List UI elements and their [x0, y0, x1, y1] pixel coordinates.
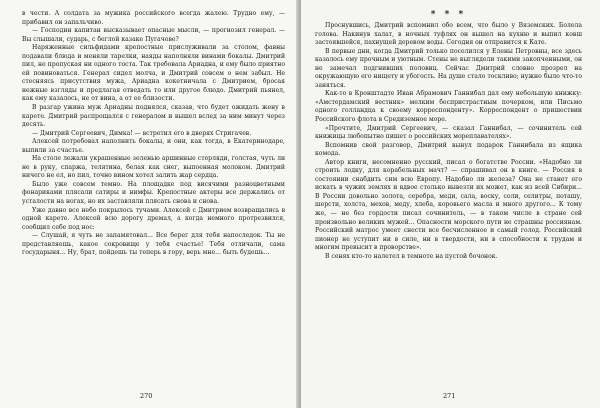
- paragraph: Проснувшись, Дмитрий вспомнил обо всем, что было у Вяземских. Болела голова. Накинув халат, в ночных туфлях он вышел на кухню и выпил ковш застоявшейся, пахнущей деревом воды. Сегодня он отправится к Кате.: [315, 22, 582, 47]
- paragraph: На столе лежали украшенные зеленью аршинные стерляди, голстая, чуть ли не в руку, спаржа, телятина, белая как снег, выпоенная молоком. Дмитрий ничего не ел, но пил, точно вином хотел залить жар сердца.: [22, 155, 285, 180]
- paragraph: Вспомнив свой разговор, Дмитрий вынул подарок Ганнибала из ящика комода.: [315, 141, 582, 158]
- paragraph: В сенях кто-то налетел в темноте на пустой бочонок.: [325, 252, 498, 260]
- paragraph: Уже давно все небо покрылось тучами. Алексей с Дмитрием возвращались в одной карете. Алексей всю дорогу дремал, а когда немного протрезвился, сообщил себе под нос:: [22, 206, 285, 231]
- paragraph: Автор книги, несомненно русский, писал о богатстве России. «Надобно ли строить лодку, для корабельных мачт? — спрашивал он в книге. — Россия в состоянии снабдить сим всю Европу. Надобно ли железа? Она не станет его искать в чужих землях и вдвое столько вывезти их может, как из всей Сибири... В России довольно золота, серебра, меди, сала, воску, соли, селитры, поташу, шерсти, холста, мехов, меду, хлеба, коровьего масла и много другого... К тому же, — не без гордости писал сочинитель, — в таком числе в стране сей произвольно великих мужей... Опасности морского пути не страшны россиянам. Российский матрос умеет снести все бесчисленное и самый голод. Российский пионер не уступит ни в силе, ни в твердости, ни в способности к трудам и многим превысит в проворстве».: [315, 158, 582, 252]
- paragraph: — Дмитрий Сергеевич, Димка! — встретил его в дверях Стригачев.: [32, 129, 252, 137]
- paragraph: Наряженные сильфидами крепостные прислуживали за столом, фавны подавали блюда и меняли тарелки, наяды наполняли винами бокалы. Дмитрий пил, не пропуская ни одного тоста. Так требовала Ариадна, и ему было приятно ей повиноваться. Генерал сидел молча, и Дмитрий совсем о нем забыл. Не стесняясь присутствия мужа, Ариадна кокетничала с Дмитрием, бросая нежные взгляды и предлагая отведать то или другое блюдо. Дмитрий пьянел, как ему казалось, не от вина, а от ее близости.: [22, 44, 285, 103]
- page-number: 270: [140, 392, 153, 400]
- section-mark: * * *: [430, 10, 467, 20]
- paragraph: — Господин капитан высказывает опасные мысли, — прогнозил генерал. — Вы слышали, сударь, с беглой казаке Пугачеве?: [22, 27, 285, 43]
- left-page: [0, 0, 299, 408]
- page-number: 271: [443, 392, 456, 400]
- paragraph: в чести. А солдата за мужика российского всегда жалею. Трудно ему, — прибавил он запальчиво.: [22, 10, 285, 26]
- right-page: [301, 0, 600, 408]
- paragraph: Как-то в Кронштадте Иван Абрамович Ганнибал дал ему небольшую книжку: «Амстердамский вестник» мелким беспристрастным почерком, или Письмо одного голландца к своему корреспонденту». Корреспондент о пришествии Российского флота в Средиземное море.: [315, 90, 582, 124]
- paragraph: — Слушай, я чуть не запамятовал... Все берег для тебя напоследок. Ты не представляешь, какое сокровище у тебя счастье! Тебя отличали, сама государыня... Ну, брат, пойдешь ты теперь в гору, верь мне... быть будешь...: [22, 232, 285, 257]
- paragraph: Было уже совсем темно. На площадке под висячими разноцветными фонариками плясали сатиры и нимфы. Крепостные актеры все держались от усталости на ногах, но их заставляли плясать снова и снова.: [22, 180, 285, 206]
- paragraph: «Прочтите, Дмитрий Сергеевич, — сказал Ганнибал, — сочинитель сей книжицы любопытно пишет о российских мореплавателях».: [315, 124, 582, 141]
- paragraph: В первые дни, когда Дмитрий только поселился у Елены Петровны, все здесь казалось ему прочным и уютным. Стены не выглядели такими закопченными, он не замечал подгнивших половиц. Сейчас Дмитрий словно прозрел на окружающую его нищету и убогость. На душе стало тоскливо; нужно было что-то заняться.: [315, 47, 582, 89]
- paragraph: В разгар ужина муж Ариадны поднялся, сказав, что будет ожидать жену в карете. Дмитрий распрощался с генералом и вышел вслед за ним минут через десять.: [22, 104, 285, 129]
- left-page-text: [22, 10, 285, 258]
- paragraph: Алексей потребовал наполнить бокалы, и они, как тогда, в Екатеринодаре, выпили за счастье.: [22, 138, 285, 154]
- right-page-text: [315, 22, 582, 261]
